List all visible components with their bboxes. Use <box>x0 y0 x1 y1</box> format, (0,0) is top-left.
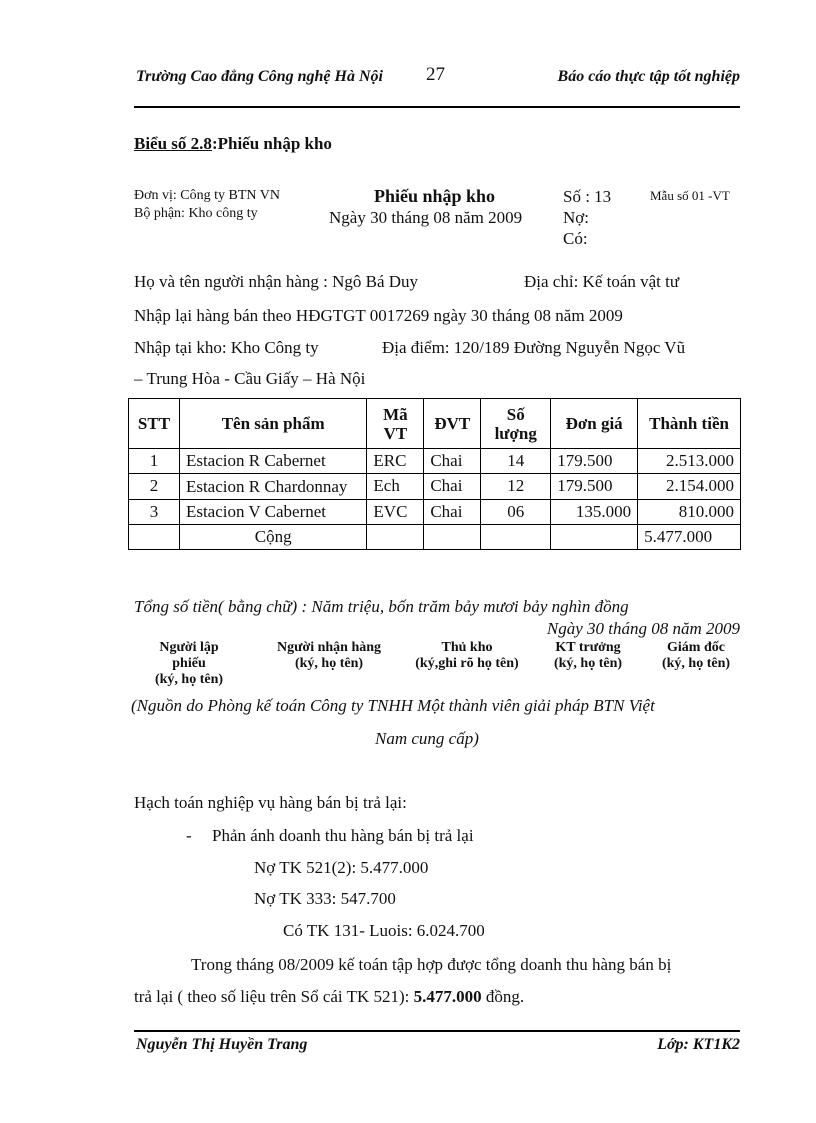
paragraph-line2 <box>134 987 524 1007</box>
cell-name: Estacion V Cabernet <box>179 500 366 525</box>
bullet-dash: - <box>186 826 192 845</box>
section-label: Biểu số 2.8 <box>134 134 212 153</box>
signature-note: (ký, họ tên) <box>154 672 224 687</box>
source-note-line2: Nam cung cấp) <box>375 729 479 748</box>
header-report: Báo cáo thực tập tốt nghiệp <box>557 68 740 85</box>
cell-qty: 06 <box>481 500 551 525</box>
cell-empty <box>367 525 424 550</box>
accounting-heading: Hạch toán nghiệp vụ hàng bán bị trả lại: <box>134 793 407 812</box>
footer-class: Lớp: KT1K2 <box>657 1036 740 1053</box>
table-row <box>129 474 741 500</box>
cell-qty: 14 <box>481 449 551 474</box>
signature-note: (ký,ghi rõ họ tên) <box>415 656 519 671</box>
cell-stt: 2 <box>129 474 180 500</box>
cell-empty <box>424 525 481 550</box>
header-school: Trường Cao đẳng Công nghệ Hà Nội <box>136 68 383 85</box>
form-template: Mẫu số 01 -VT <box>650 188 730 203</box>
total-in-words: Tổng số tiền( bằng chữ) : Năm triệu, bốn trăm bảy mươi bảy nghìn đồng <box>134 597 629 616</box>
header-rule <box>134 106 740 108</box>
signature-note: (ký, họ tên) <box>553 656 623 671</box>
signature-title: KT trưởng <box>555 640 621 655</box>
cell-empty <box>551 525 638 550</box>
source-note-line1: (Nguồn do Phòng kế toán Công ty TNHH Một thành viên giải pháp BTN Việt <box>131 696 655 715</box>
sign-date: Ngày 30 tháng 08 năm 2009 <box>546 619 740 638</box>
col-header: Tên sản phẩm <box>179 399 366 449</box>
form-credit: Có: <box>563 229 588 248</box>
form-unit: Đơn vị: Công ty BTN VN <box>134 188 280 203</box>
warehouse-line: Nhập tại kho: Kho Công ty <box>134 338 319 357</box>
section-text: :Phiếu nhập kho <box>211 134 332 153</box>
cell-code: Ech <box>367 474 424 500</box>
cell-code: ERC <box>367 449 424 474</box>
cell-qty: 12 <box>481 474 551 500</box>
accounting-bullet: Phản ánh doanh thu hàng bán bị trả lại <box>212 826 474 845</box>
table-header-row <box>129 399 741 449</box>
signature-title: Thủ kho <box>441 640 493 655</box>
form-debit: Nợ: <box>563 208 589 227</box>
table-total-row <box>129 525 741 550</box>
section-title <box>134 134 332 154</box>
paragraph-text: trả lại ( theo số liệu trên Sổ cái TK 521): <box>134 987 414 1006</box>
col-header: Số lượng <box>481 399 551 449</box>
form-number: Số : 13 <box>563 187 612 206</box>
paragraph-amount: 5.477.000 <box>413 987 482 1006</box>
signature-director <box>648 640 744 672</box>
form-title: Phiếu nhập kho <box>374 186 496 206</box>
col-header: Đơn giá <box>551 399 638 449</box>
cell-price: 135.000 <box>551 500 638 525</box>
cell-name: Estacion R Chardonnay <box>179 474 366 500</box>
paragraph-line1: Trong tháng 08/2009 kế toán tập hợp được tổng doanh thu hàng bán bị <box>191 955 672 974</box>
goods-table <box>128 398 741 550</box>
entry-debit-333: Nợ TK 333: 547.700 <box>254 889 396 908</box>
signature-storekeeper <box>412 640 522 672</box>
form-date: Ngày 30 tháng 08 năm 2009 <box>329 208 523 227</box>
cell-amount: 2.513.000 <box>638 449 741 474</box>
cell-empty <box>129 525 180 550</box>
cell-unit: Chai <box>424 449 481 474</box>
footer-author: Nguyễn Thị Huyền Trang <box>136 1036 308 1053</box>
cell-price: 179.500 <box>551 474 638 500</box>
col-header: STT <box>129 399 180 449</box>
col-header: Thành tiền <box>638 399 741 449</box>
signature-title: Người lập phiếu <box>159 640 219 671</box>
signature-note: (ký, họ tên) <box>294 656 364 671</box>
signature-title: Giám đốc <box>667 640 725 655</box>
cell-stt: 3 <box>129 500 180 525</box>
page-number: 27 <box>426 64 445 85</box>
address-line: Địa chỉ: Kế toán vật tư <box>524 272 680 291</box>
reason-line: Nhập lại hàng bán theo HĐGTGT 0017269 ngày 30 tháng 08 năm 2009 <box>134 306 623 325</box>
cell-total-label: Cộng <box>179 525 366 550</box>
location-line: Địa điểm: 120/189 Đường Nguyễn Ngọc Vũ <box>382 338 686 357</box>
entry-debit-521: Nợ TK 521(2): 5.477.000 <box>254 858 429 877</box>
signature-chief-accountant <box>538 640 638 672</box>
signature-note: (ký, họ tên) <box>661 656 731 671</box>
cell-amount: 810.000 <box>638 500 741 525</box>
cell-amount: 2.154.000 <box>638 474 741 500</box>
cell-empty <box>481 525 551 550</box>
col-header: Mã VT <box>367 399 424 449</box>
table-row <box>129 500 741 525</box>
cell-unit: Chai <box>424 474 481 500</box>
cell-stt: 1 <box>129 449 180 474</box>
receiver-line: Họ và tên người nhận hàng : Ngô Bá Duy <box>134 272 419 291</box>
cell-name: Estacion R Cabernet <box>179 449 366 474</box>
paragraph-unit: đồng. <box>481 987 525 1006</box>
form-department: Bộ phận: Kho công ty <box>134 206 258 221</box>
signature-receiver <box>254 640 404 672</box>
col-header: ĐVT <box>424 399 481 449</box>
footer-rule <box>134 1030 740 1032</box>
cell-total-value: 5.477.000 <box>638 525 741 550</box>
cell-unit: Chai <box>424 500 481 525</box>
location-cont-line: – Trung Hòa - Cầu Giấy – Hà Nội <box>134 369 366 388</box>
signature-preparer <box>142 640 236 688</box>
signature-title: Người nhận hàng <box>276 640 382 655</box>
entry-credit-131: Có TK 131- Luois: 6.024.700 <box>283 921 485 940</box>
table-row <box>129 449 741 474</box>
cell-code: EVC <box>367 500 424 525</box>
cell-price: 179.500 <box>551 449 638 474</box>
